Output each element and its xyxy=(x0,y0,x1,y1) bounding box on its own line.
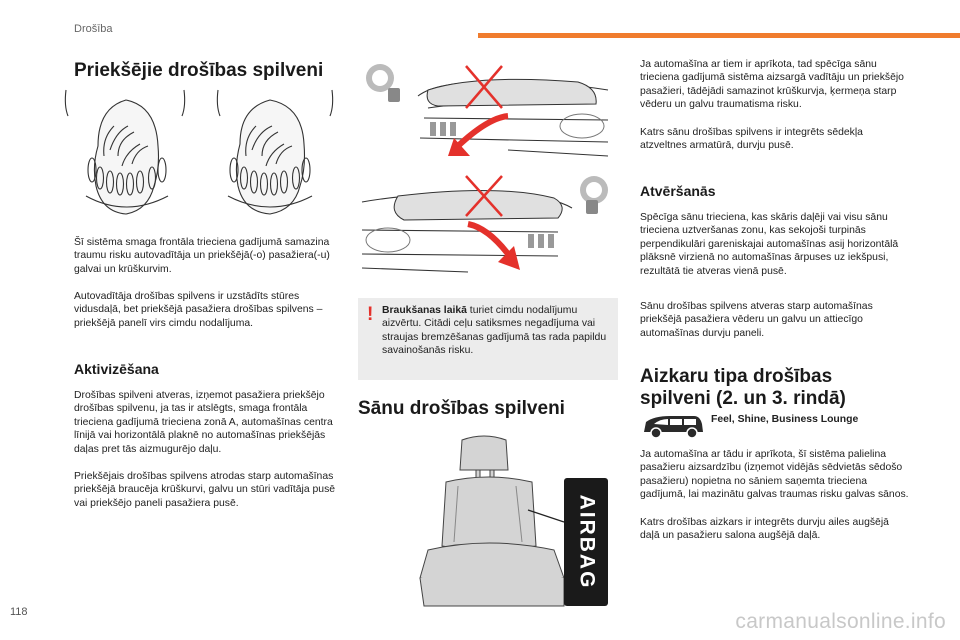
frontal-intro-1: Šī sistēma smaga frontāla trieciena gadījumā samazina traumu risku autovadītāja un priekšējā(-o) pasažiera(-u) galvai un krūškurvim. xyxy=(74,237,330,275)
watermark: carmanualsonline.info xyxy=(735,610,946,633)
trim-shine: Shine xyxy=(737,414,766,425)
warning-text xyxy=(382,304,614,358)
warning-bold: Braukšanas laikā xyxy=(382,305,467,316)
opening-heading: Atvēršanās xyxy=(640,183,716,199)
curtain-airbags-title xyxy=(640,366,846,410)
opening-text-1: Spēcīga sānu trieciena, kas skāris daļēji vai visu sānu trieciena uztveršanas zonu, kas sekojoši turpinās perpendikulāri gareniskajai automašīnas asij horizontālā plāksnē virzienā no automašīnas ārpuses uz iekšpusi, rezultātā tie atveras vienā pusē. xyxy=(640,212,899,277)
airbag-label-tag xyxy=(564,478,608,606)
activation-heading: Aktivizēšana xyxy=(74,361,159,377)
trim-business-lounge: Business Lounge xyxy=(771,414,859,425)
curtain-text-2: Katrs drošības aizkars ir integrēts durvju ailes augšējā daļā un pasažieru salona augšējā daļā. xyxy=(640,517,889,542)
side-airbags-title: Sānu drošības spilveni xyxy=(358,398,565,419)
trim-levels: Feel, Shine, Business Lounge xyxy=(711,414,859,425)
frontal-intro-2: Autovadītāja drošības spilvens ir uzstādīts stūres vidusdaļā, bet priekšējā pasažiera drošības spilvens – priekšējā panelī virs cimdu nodalījuma. xyxy=(74,291,323,329)
curtain-text-1: Ja automašīna ar tādu ir aprīkota, šī sistēma palielina pasažieru aizsardzību (izņemot vidējās sēdvietās sēdošo pasažieru) nopietna no sāniem saņemta trieciena gadījumā, lai mazinātu galvas traumas risku galvas sānos. xyxy=(640,449,909,501)
side-intro-2: Katrs sānu drošības spilvens ir integrēts sēdekļa atzveltnes armatūrā, durvju pusē. xyxy=(640,127,863,152)
airbag-label: AIRBAG xyxy=(575,494,598,590)
glovebox-closed-illustration xyxy=(358,60,620,172)
curtain-title-line-1: Aizkaru tipa drošības xyxy=(640,366,833,387)
glovebox-open-illustration xyxy=(358,172,620,284)
curtain-title-line-2: spilveni (2. un 3. rindā) xyxy=(640,388,846,409)
warning-body: turiet cimdu nodalījumu aizvērtu. Citādi ceļu satiksmes negadījuma vai straujas bremzēšanas gadījumā tas rada papildu savainošanās risku. xyxy=(382,305,607,357)
opening-text-2: Sānu drošības spilvens atveras starp automašīnas priekšējā pasažiera vēderu un galvu un attiecīgo automašīnas durvju paneli. xyxy=(640,301,873,339)
frontal-airbag-illustration xyxy=(58,86,338,222)
activation-text-1: Drošības spilveni atveras, izņemot pasažiera priekšējo drošības spilvenu, ja tas ir atslēgts, smaga frontāla trieciena gadījumā trieciena zonā A, automašīnas centra līnijā vai horizontālā plaknē no automašīnas priekšējās daļas pret tās aizmugurējo daļu. xyxy=(74,390,333,455)
activation-text-2: Priekšējais drošības spilvens atrodas starp automašīnas priekšējā braucēja krūškurvi, galvu un stūri vadītāja pusē vai priekšējo paneli pasažiera pusē. xyxy=(74,471,336,509)
header-accent-bar xyxy=(478,33,960,38)
page-title: Priekšējie drošības spilveni xyxy=(74,60,324,81)
section-label: Drošība xyxy=(74,23,113,35)
side-intro-1: Ja automašīna ar tiem ir aprīkota, tad spēcīga sānu trieciena gadījumā sistēma aizsargā vadītāju un priekšējo pasažieri, tādējādi samazinot krūškurvja, ķermeņa starp vēderu un galvu traumatisma risku. xyxy=(640,59,904,111)
warning-icon: ! xyxy=(367,304,374,325)
trim-feel: Feel xyxy=(711,414,732,425)
warning-box xyxy=(358,298,618,380)
van-icon xyxy=(640,414,706,440)
page-number: 118 xyxy=(10,606,28,618)
